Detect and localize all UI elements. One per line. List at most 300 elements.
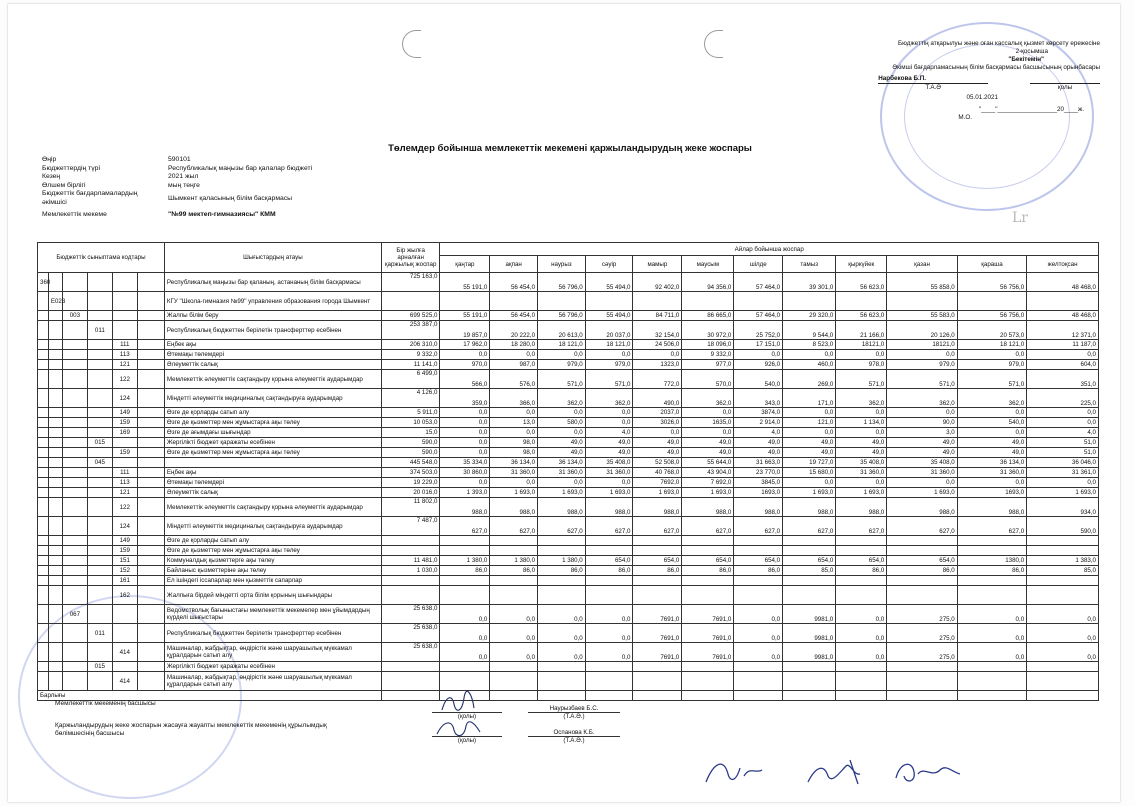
month-value-cell: 362,0 [585,389,633,408]
month-value-cell: 225,0 [1027,389,1099,408]
month-value-cell: 1 693,0 [836,488,887,498]
month-value-cell [490,292,538,311]
month-value-cell: 627,0 [734,517,783,536]
month-value-cell: 49,0 [887,448,958,458]
code-cell [38,408,49,418]
month-value-cell: 0,0 [734,350,783,360]
month-value-cell: 49,0 [682,448,734,458]
month-value-cell: 86,0 [836,566,887,576]
month-value-cell: 31 360,0 [957,468,1026,478]
code-cell [62,389,87,408]
month-value-cell: 0,0 [957,478,1026,488]
year-plan-cell: 6 499,0 [381,370,440,389]
table-row [38,478,1099,488]
month-value-cell: 570,0 [682,370,734,389]
year-plan-cell [381,662,440,672]
year-plan-cell: 206 310,0 [381,340,440,350]
code-cell [87,350,112,360]
month-value-cell: 19 857,0 [440,321,490,340]
code-cell: E023 [48,292,62,311]
code-cell [87,311,112,321]
month-value-cell: 0,0 [734,605,783,624]
code-cell [62,672,87,691]
code-cell [48,321,62,340]
code-cell [87,546,112,556]
month-value-cell [682,586,734,605]
code-cell [87,292,112,311]
month-value-cell: 9 544,0 [783,321,836,340]
code-cell [87,389,112,408]
month-value-cell: 366,0 [490,389,538,408]
expense-name-cell: Еңбек ақы [164,468,381,478]
code-cell: 122 [112,498,137,517]
month-value-cell: 571,0 [836,370,887,389]
month-value-cell [957,576,1026,586]
month-value-cell: 988,0 [585,498,633,517]
approver-name: Нарбекова Б.П. [878,75,988,84]
month-value-cell: 0,0 [887,350,958,360]
code-cell [62,350,87,360]
month-value-cell [957,292,1026,311]
header-class-codes: Бюджеттік сыныптама кодтары [38,243,165,273]
code-cell [62,586,87,605]
code-cell: 152 [112,566,137,576]
month-value-cell: 566,0 [440,370,490,389]
month-value-cell [633,672,682,691]
code-cell [87,273,112,292]
meta-label: Мемлекеттік мекеме [42,210,107,218]
approver-fio-caption: Т.А.Ә [925,84,942,91]
code-cell [87,556,112,566]
month-value-cell: 0,0 [734,643,783,662]
approver-sign-caption: қолы [1057,84,1073,91]
month-value-cell: 85,0 [783,566,836,576]
month-value-cell: 84 711,0 [633,311,682,321]
month-value-cell: 580,0 [538,418,586,428]
month-value-cell: 2037,0 [633,408,682,418]
month-value-cell: 772,0 [633,370,682,389]
month-value-cell: 590,0 [1027,517,1099,536]
month-value-cell: 0,0 [633,428,682,438]
year-plan-cell: 9 332,0 [381,350,440,360]
code-cell: 169 [112,428,137,438]
expense-name-cell: Байланыс қызметтеріне ақы төлеу [164,566,381,576]
month-value-cell: 0,0 [538,350,586,360]
month-value-cell: 9981,0 [783,643,836,662]
total-value-cell [1027,691,1099,701]
code-cell [62,566,87,576]
code-cell [62,428,87,438]
month-value-cell: 49,0 [682,438,734,448]
month-value-cell: 654,0 [783,556,836,566]
month-value-cell: 0,0 [585,643,633,662]
month-value-cell: 0,0 [585,418,633,428]
month-value-cell: 23 770,0 [734,468,783,478]
approval-block [800,40,1100,122]
year-plan-cell: 11 481,0 [381,556,440,566]
code-cell: 067 [62,605,87,624]
expense-name-cell: Республикалық бюджеттен берілетін трансферттер есебінен [164,321,381,340]
month-value-cell: 55 858,0 [887,273,958,292]
month-value-cell: 0,0 [538,478,586,488]
month-value-cell: 1 693,0 [783,488,836,498]
month-value-cell [957,586,1026,605]
month-value-cell [440,672,490,691]
month-value-cell: 988,0 [957,498,1026,517]
expense-name-cell: Өзге де қызметтер мен жұмыстарға ақы төлеу [164,418,381,428]
month-value-cell: 24 506,0 [633,340,682,350]
month-value-cell: 31 360,0 [490,468,538,478]
code-cell: 414 [112,643,137,662]
month-value-cell: 0,0 [1027,408,1099,418]
bottom-initials-signatures [700,752,970,792]
month-value-cell: 490,0 [633,389,682,408]
month-value-cell: 52 508,0 [633,458,682,468]
code-cell [87,605,112,624]
code-spacer-cell [137,438,164,448]
code-cell [62,321,87,340]
month-value-cell: 0,0 [957,428,1026,438]
table-row [38,536,1099,546]
header-months-group: Айлар бойынша жоспар [440,243,1099,256]
code-spacer-cell [137,517,164,536]
month-value-cell: 0,0 [1027,605,1099,624]
month-value-cell: 4,0 [1027,428,1099,438]
code-cell [48,468,62,478]
month-value-cell: 0,0 [633,350,682,360]
month-value-cell: 7691,0 [682,605,734,624]
month-value-cell: 0,0 [585,408,633,418]
header-expense-name: Шығыстардың атауы [164,243,381,273]
month-value-cell: 19 727,0 [783,458,836,468]
month-value-cell: 977,0 [682,360,734,370]
month-value-cell: 56 756,0 [957,273,1026,292]
resp-name: Оспанова К.Б. [528,727,620,737]
code-cell [38,360,49,370]
code-cell [62,643,87,662]
month-value-cell: 86,0 [585,566,633,576]
code-spacer-cell [137,576,164,586]
month-value-cell [585,662,633,672]
month-value-cell: 48 468,0 [1027,273,1099,292]
month-value-cell: 0,0 [440,624,490,643]
total-value-cell [783,691,836,701]
month-value-cell: 540,0 [957,418,1026,428]
month-value-cell: 49,0 [538,448,586,458]
month-value-cell: 55 191,0 [440,273,490,292]
month-value-cell [682,536,734,546]
month-header: сәуір [585,256,633,273]
code-cell [48,389,62,408]
resp-handwritten-signature [434,716,484,744]
code-spacer-cell [137,340,164,350]
month-value-cell: 460,0 [783,360,836,370]
total-value-cell [633,691,682,701]
month-value-cell: 55 583,0 [887,311,958,321]
code-spacer-cell [137,350,164,360]
month-value-cell: 25 752,0 [734,321,783,340]
code-cell [87,586,112,605]
year-plan-cell: 20 016,0 [381,488,440,498]
table-row [38,605,1099,624]
code-cell [112,292,137,311]
month-value-cell: 18 096,0 [682,340,734,350]
month-value-cell [783,576,836,586]
month-value-cell: 86,0 [957,566,1026,576]
month-value-cell: 654,0 [633,556,682,566]
month-value-cell: 43 904,0 [682,468,734,478]
meta-label: Бюджеттік бағдарламалардың әкімшісі [42,190,138,206]
expense-name-cell: Әлеуметтік салық [164,360,381,370]
code-spacer-cell [137,360,164,370]
code-cell [38,428,49,438]
meta-label: Өлшем бірлігі [42,181,86,189]
code-cell [48,605,62,624]
year-plan-cell [381,586,440,605]
code-cell [48,586,62,605]
code-cell [48,488,62,498]
month-value-cell [957,672,1026,691]
month-value-cell: 1 383,0 [1027,556,1099,566]
month-value-cell: 36 134,0 [538,458,586,468]
month-value-cell: 0,0 [836,624,887,643]
head-name: Наурызбаев Б.С. [528,703,620,713]
head-label: Мемлекеттік мекеменің басшысы [55,700,156,707]
code-cell [38,576,49,586]
code-spacer-cell [137,672,164,691]
month-value-cell [734,662,783,672]
year-plan-cell: 590,0 [381,438,440,448]
month-value-cell: 49,0 [585,448,633,458]
month-value-cell [734,292,783,311]
code-spacer-cell [137,273,164,292]
year-plan-cell [381,546,440,556]
code-cell: 161 [112,576,137,586]
month-value-cell: 56 796,0 [538,273,586,292]
month-value-cell [887,662,958,672]
month-value-cell: 49,0 [538,438,586,448]
total-value-cell [538,691,586,701]
month-value-cell: 934,0 [1027,498,1099,517]
code-cell [62,448,87,458]
table-row [38,458,1099,468]
total-value-cell [957,691,1026,701]
month-value-cell: 35 334,0 [440,458,490,468]
month-value-cell [585,576,633,586]
code-cell: 149 [112,408,137,418]
code-cell: 111 [112,468,137,478]
code-cell: 414 [112,672,137,691]
month-value-cell: 0,0 [957,350,1026,360]
month-header: қаңтар [440,256,490,273]
expense-name-cell: Ведомстволық бағыныстағы мемлекеттік мекемелер мен ұйымдардың күрделі шығыстары [164,605,381,624]
year-plan-cell [381,576,440,586]
code-spacer-cell [137,498,164,517]
month-value-cell: 29 320,0 [783,311,836,321]
code-cell: 015 [87,438,112,448]
month-value-cell: 654,0 [734,556,783,566]
month-value-cell: 275,0 [887,643,958,662]
code-cell [38,662,49,672]
month-value-cell [836,292,887,311]
month-value-cell [887,536,958,546]
month-value-cell: 0,0 [836,350,887,360]
month-value-cell: 988,0 [783,498,836,517]
code-cell [87,672,112,691]
code-spacer-cell [137,389,164,408]
code-cell: 159 [112,448,137,458]
month-value-cell [538,586,586,605]
month-value-cell: 627,0 [887,517,958,536]
month-value-cell: 0,0 [490,350,538,360]
month-value-cell [633,586,682,605]
code-cell [62,292,87,311]
expense-name-cell: Ел ішіндегі іссапарлар мен қызметтік сапарлар [164,576,381,586]
code-cell [38,498,49,517]
meta-label: Бюджеттердің түрі [42,164,100,172]
total-value-cell [836,691,887,701]
month-value-cell: 0,0 [836,605,887,624]
expense-name-cell: Өтемақы төлемдері [164,350,381,360]
month-value-cell: 36 134,0 [957,458,1026,468]
code-cell [38,458,49,468]
month-value-cell: 362,0 [887,389,958,408]
code-cell [38,517,49,536]
code-cell [48,418,62,428]
month-value-cell [490,662,538,672]
code-cell [38,438,49,448]
code-spacer-cell [137,311,164,321]
month-value-cell [1027,292,1099,311]
month-value-cell: 56 756,0 [957,311,1026,321]
expense-name-cell: Әлеуметтік салық [164,488,381,498]
month-value-cell: 0,0 [783,428,836,438]
month-value-cell: 48 468,0 [1027,311,1099,321]
expense-name-cell: Өзге де қызметтер мен жұмыстарға ақы төлеу [164,448,381,458]
month-value-cell: 1380,0 [957,556,1026,566]
month-value-cell: 0,0 [490,408,538,418]
month-value-cell: 57 464,0 [734,311,783,321]
month-value-cell: 979,0 [585,360,633,370]
month-value-cell: 86,0 [887,566,958,576]
month-value-cell [734,672,783,691]
month-value-cell [585,292,633,311]
code-cell [48,517,62,536]
meta-value: Шымкент қаласының білім басқармасы [168,194,293,202]
approval-line-1: Бюджеттің атқарылуы және оған кассалық қызмет көрсету ережесіне [898,40,1100,47]
month-value-cell: 0,0 [957,624,1026,643]
month-value-cell: 20 037,0 [585,321,633,340]
resp-name-block [528,727,620,744]
month-header: наурыз [538,256,586,273]
month-value-cell: 627,0 [783,517,836,536]
month-value-cell: 171,0 [783,389,836,408]
month-value-cell: 0,0 [682,428,734,438]
financing-plan-table [37,242,1099,701]
month-value-cell [836,536,887,546]
code-spacer-cell [137,321,164,340]
total-label: Барлығы [38,691,382,701]
code-cell [38,624,49,643]
month-value-cell: 12 371,0 [1027,321,1099,340]
table-row [38,517,1099,536]
code-cell [48,438,62,448]
approval-line-3: "Бекітемін" [1008,56,1044,63]
code-spacer-cell [137,488,164,498]
month-value-cell: 275,0 [887,605,958,624]
month-value-cell: 7 692,0 [682,478,734,488]
code-cell [48,624,62,643]
month-value-cell: 9 332,0 [682,350,734,360]
month-value-cell [585,546,633,556]
month-value-cell: 56 623,0 [836,273,887,292]
table-row [38,468,1099,478]
total-value-cell [381,691,440,701]
month-value-cell: 269,0 [783,370,836,389]
code-cell [48,478,62,488]
code-cell [48,662,62,672]
month-value-cell: 21 166,0 [836,321,887,340]
code-cell [87,408,112,418]
code-cell: 111 [112,340,137,350]
year-plan-cell: 725 163,0 [381,273,440,292]
month-value-cell: 0,0 [490,478,538,488]
month-value-cell [538,672,586,691]
month-value-cell: 1693,0 [734,488,783,498]
month-value-cell: 1693,0 [957,488,1026,498]
code-cell [48,498,62,517]
code-spacer-cell [137,458,164,468]
month-value-cell [783,546,836,556]
month-value-cell [538,546,586,556]
year-plan-cell: 4 126,0 [381,389,440,408]
meta-value: 590101 [168,156,191,163]
month-value-cell: 362,0 [836,389,887,408]
month-value-cell: 18121,0 [887,340,958,350]
month-value-cell: 0,0 [538,643,586,662]
month-value-cell: 56 454,0 [490,273,538,292]
month-value-cell: 979,0 [538,360,586,370]
month-value-cell [836,576,887,586]
year-plan-cell: 253 387,0 [381,321,440,340]
table-row [38,488,1099,498]
month-value-cell: 1 693,0 [1027,488,1099,498]
total-value-cell [734,691,783,701]
expense-name-cell: Коммуналдық қызметтерге ақы төлеу [164,556,381,566]
month-value-cell [1027,672,1099,691]
approval-line-2: 2-қосымша [1015,48,1048,55]
total-value-cell [887,691,958,701]
month-value-cell: 4,0 [734,428,783,438]
month-value-cell [1027,536,1099,546]
month-value-cell: 571,0 [887,370,958,389]
table-row [38,672,1099,691]
month-value-cell: 49,0 [633,438,682,448]
code-cell [38,468,49,478]
month-value-cell: 988,0 [490,498,538,517]
code-cell: 162 [112,586,137,605]
month-value-cell: 1 693,0 [682,488,734,498]
code-cell [38,350,49,360]
month-value-cell: 18 280,0 [490,340,538,350]
month-value-cell: 0,0 [440,605,490,624]
month-value-cell: 11 187,0 [1027,340,1099,350]
month-value-cell [682,576,734,586]
month-value-cell: 7691,0 [682,643,734,662]
code-cell [112,458,137,468]
month-value-cell: 359,0 [440,389,490,408]
code-spacer-cell [137,566,164,576]
